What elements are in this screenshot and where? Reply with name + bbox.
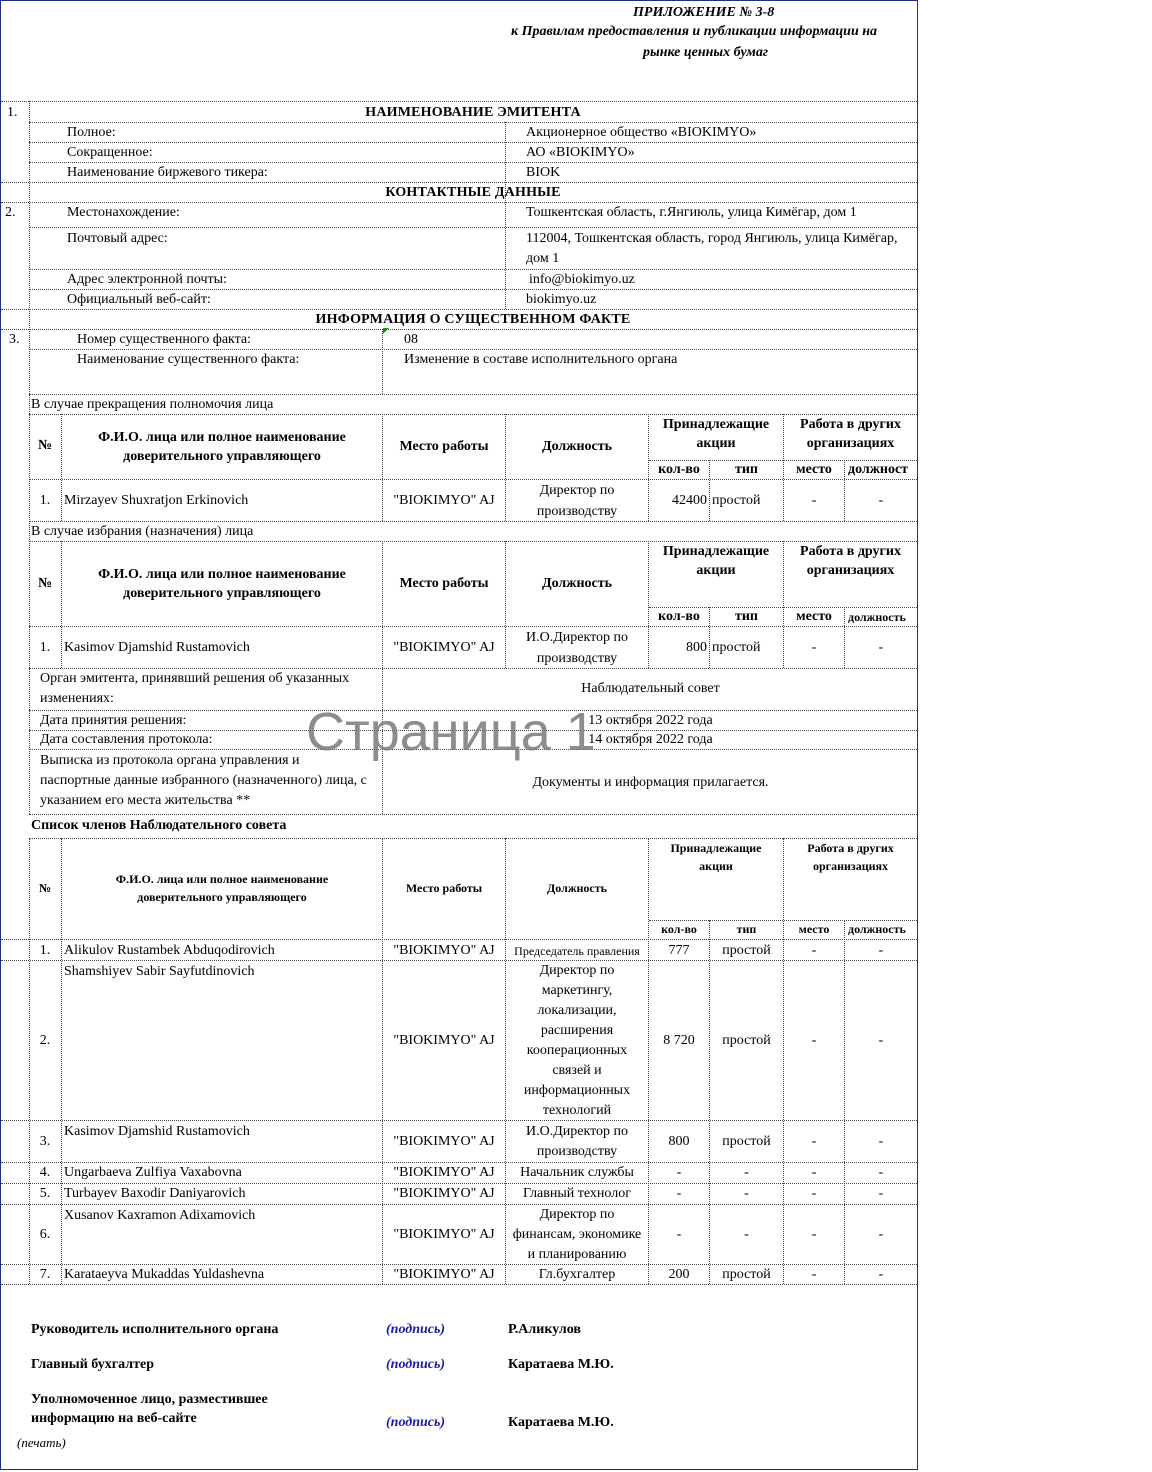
- board-caption: Список членов Наблюдательного совета: [31, 818, 287, 833]
- election-caption: В случае избрания (назначения) лица: [31, 524, 254, 539]
- protocol-date-value: 14 октября 2022 года: [588, 732, 713, 747]
- authorized-label-2: информацию на веб-сайте: [31, 1411, 197, 1426]
- full-name-label: Полное:: [67, 125, 116, 140]
- col-place-header: место: [798, 922, 830, 936]
- table-row-position-2: производству: [536, 504, 618, 519]
- short-name-value: АО «BIOKIMYO»: [526, 145, 635, 160]
- table-row-name: Turbayev Baxodir Daniyarovich: [64, 1186, 246, 1201]
- table-row-qty: 200: [668, 1267, 690, 1282]
- authorized-name: Каратаева М.Ю.: [508, 1415, 614, 1430]
- table-row-type: простой: [712, 493, 761, 508]
- table-row-post: -: [878, 1165, 884, 1180]
- table-row-num: 1.: [39, 640, 51, 655]
- col-post-header: должность: [848, 922, 906, 936]
- col-post-header: должность: [848, 610, 906, 624]
- protocol-date-label: Дата составления протокола:: [40, 732, 213, 747]
- col-place-header: место: [796, 609, 832, 624]
- table-row-place: -: [811, 1165, 817, 1180]
- table-row-num: 2.: [39, 1033, 51, 1048]
- table-row-type: -: [744, 1227, 749, 1242]
- appendix-title: ПРИЛОЖЕНИЕ № 3-8: [633, 5, 775, 20]
- table-row-num: 4.: [39, 1165, 51, 1180]
- website-label: Официальный веб-сайт:: [67, 292, 211, 307]
- table-row-position-3: и планированию: [527, 1247, 627, 1262]
- table-row-workplace: "BIOKIMYO" AJ: [393, 1033, 495, 1048]
- table-row-position-5: кооперационных: [526, 1043, 628, 1058]
- table-row-place: -: [811, 943, 817, 958]
- table-row-qty: -: [676, 1186, 682, 1201]
- appendix-subtitle-1: к Правилам предоставления и публикации информации на: [511, 24, 878, 39]
- email-label: Адрес электронной почты:: [67, 272, 227, 287]
- table-row-post: -: [878, 640, 884, 655]
- table-row-position: Главный технолог: [523, 1186, 631, 1201]
- head-name: Р.Аликулов: [508, 1322, 581, 1337]
- table-row-name: Mirzayev Shuxratjon Erkinovich: [64, 493, 249, 508]
- appendix-subtitle-2: рынке ценных бумаг: [643, 45, 769, 60]
- table-row-type: простой: [722, 1134, 771, 1149]
- col-workplace-header: Место работы: [399, 576, 489, 591]
- table-row-post: -: [878, 943, 884, 958]
- table-row-type: -: [744, 1186, 749, 1201]
- organ-value: Наблюдательный совет: [581, 681, 720, 696]
- termination-caption: В случае прекращения полномочия лица: [31, 397, 274, 412]
- table-row-position: Начальник службы: [520, 1165, 634, 1180]
- col-other-header-2: организациях: [806, 563, 895, 578]
- table-row-num: 6.: [39, 1227, 51, 1242]
- table-row-qty: -: [676, 1227, 682, 1242]
- col-qty-header: кол-во: [658, 609, 700, 624]
- section-number-3: 3.: [9, 332, 20, 347]
- table-row-type: простой: [712, 640, 761, 655]
- table-row-position-1: Директор по: [539, 483, 615, 498]
- col-place-header: место: [796, 462, 832, 477]
- col-other-header-1: Работа в других: [800, 417, 901, 432]
- table-row-num: 1.: [39, 943, 51, 958]
- organ-label-1: Орган эмитента, принявший решения об указанных: [40, 671, 350, 686]
- table-row-name: Ungarbaeva Zulfiya Vaxabovna: [64, 1165, 242, 1180]
- section-title-fact: ИНФОРМАЦИЯ О СУЩЕСТВЕННОМ ФАКТЕ: [315, 312, 631, 327]
- table-row-name: Shamshiyev Sabir Sayfutdinovich: [64, 964, 255, 979]
- comment-marker: [383, 328, 389, 334]
- col-name-header-1: Ф.И.О. лица или полное наименование: [115, 872, 329, 886]
- table-row-position-7: информационных: [523, 1083, 631, 1098]
- col-qty-header: кол-во: [661, 922, 697, 936]
- col-workplace-header: Место работы: [405, 881, 483, 895]
- table-row-num: 7.: [39, 1267, 51, 1282]
- col-shares-header-1: Принадлежащие: [662, 417, 770, 432]
- col-num-header: №: [37, 438, 53, 453]
- ticker-label: Наименование биржевого тикера:: [67, 165, 268, 180]
- postal-value-line1: 112004, Тошкентская область, город Янгиюль, улица Кимёгар,: [526, 231, 898, 246]
- table-row-num: 5.: [39, 1186, 51, 1201]
- table-row-qty: 8 720: [663, 1033, 695, 1048]
- col-shares-header-2: акции: [696, 563, 736, 578]
- table-row-position: Гл.бухгалтер: [538, 1267, 616, 1282]
- table-row-num: 1.: [39, 493, 51, 508]
- col-position-header: Должность: [541, 439, 612, 454]
- table-row-name: Kasimov Djamshid Rustamovich: [64, 1124, 250, 1139]
- table-row-name: Xusanov Kaxramon Adixamovich: [64, 1208, 256, 1223]
- table-row-qty: 777: [668, 943, 690, 958]
- col-other-header-2: организациях: [812, 859, 889, 873]
- col-name-header-2: доверительного управляющего: [123, 449, 321, 464]
- short-name-label: Сокращенное:: [67, 145, 153, 160]
- table-row-post: -: [878, 1033, 884, 1048]
- postal-label: Почтовый адрес:: [67, 231, 168, 246]
- decision-date-value: 13 октября 2022 года: [588, 713, 713, 728]
- location-label: Местонахождение:: [67, 205, 180, 220]
- col-shares-header-2: акции: [699, 859, 733, 873]
- table-row-post: -: [878, 1186, 884, 1201]
- organ-label-2: изменениях:: [40, 691, 114, 706]
- col-position-header: Должность: [546, 881, 607, 895]
- section-number-1: 1.: [7, 105, 18, 120]
- table-row-workplace: "BIOKIMYO" AJ: [393, 493, 495, 508]
- table-row-place: -: [811, 493, 817, 508]
- table-row-place: -: [811, 640, 817, 655]
- extract-label-2: паспортные данные избранного (назначенного) лица, с: [40, 773, 367, 788]
- table-row-name: Alikulov Rustambek Abduqodirovich: [64, 943, 275, 958]
- col-num-header: №: [38, 881, 52, 895]
- extract-label-3: указанием его места жительства **: [40, 793, 251, 808]
- col-name-header-2: доверительного управляющего: [137, 890, 307, 904]
- table-row-qty: 42400: [672, 493, 707, 508]
- col-shares-header-2: акции: [696, 436, 736, 451]
- col-position-header: Должность: [541, 576, 612, 591]
- table-row-place: -: [811, 1134, 817, 1149]
- table-row-qty: 800: [668, 1134, 690, 1149]
- col-post-header: должност: [848, 462, 909, 477]
- table-row-workplace: "BIOKIMYO" AJ: [393, 1134, 495, 1149]
- section-title-issuer: НАИМЕНОВАНИЕ ЭМИТЕНТА: [365, 105, 581, 120]
- extract-label-1: Выписка из протокола органа управления и: [40, 753, 300, 768]
- col-num-header: №: [37, 576, 53, 591]
- table-row-position-1: И.О.Директор по: [525, 630, 629, 645]
- table-row-post: -: [878, 1267, 884, 1282]
- table-row-type: простой: [722, 1033, 771, 1048]
- fact-number-label: Номер существенного факта:: [77, 332, 252, 347]
- table-row-workplace: "BIOKIMYO" AJ: [393, 1165, 495, 1180]
- table-row-position-1: Директор по: [539, 963, 615, 978]
- table-row-position-8: технологий: [542, 1103, 612, 1118]
- table-row-post: -: [878, 493, 884, 508]
- col-name-header-2: доверительного управляющего: [123, 586, 321, 601]
- table-row-position-2: производству: [536, 1144, 618, 1159]
- table-row-position-2: финансам, экономике: [512, 1227, 642, 1242]
- table-row-workplace: "BIOKIMYO" AJ: [393, 943, 495, 958]
- fact-name-value: Изменение в составе исполнительного органа: [404, 352, 678, 367]
- extract-value: Документы и информация прилагается.: [532, 775, 769, 790]
- col-type-header: тип: [734, 462, 758, 477]
- authorized-label-1: Уполномоченное лицо, разместившее: [31, 1392, 268, 1407]
- fact-number-value: 08: [404, 332, 418, 347]
- table-row-position-2: маркетингу,: [541, 983, 613, 998]
- table-row-workplace: "BIOKIMYO" AJ: [393, 1267, 495, 1282]
- table-row-position-1: Директор по: [539, 1207, 615, 1222]
- col-name-header-1: Ф.И.О. лица или полное наименование: [98, 430, 346, 445]
- col-other-header-1: Работа в других: [800, 544, 901, 559]
- table-row-workplace: "BIOKIMYO" AJ: [393, 1186, 495, 1201]
- col-workplace-header: Место работы: [399, 439, 489, 454]
- table-row-place: -: [811, 1033, 817, 1048]
- section-number-2: 2.: [5, 205, 16, 220]
- table-row-qty: -: [676, 1165, 682, 1180]
- table-row-num: 3.: [39, 1134, 51, 1149]
- ticker-value: BIOK: [526, 165, 561, 180]
- table-row-post: -: [878, 1134, 884, 1149]
- col-type-header: тип: [736, 922, 757, 936]
- table-row-position-6: связей и: [552, 1063, 602, 1078]
- accountant-label: Главный бухгалтер: [31, 1357, 154, 1372]
- fact-name-label: Наименование существенного факта:: [77, 352, 300, 367]
- table-row-place: -: [811, 1227, 817, 1242]
- website-value: biokimyo.uz: [526, 292, 597, 307]
- col-qty-header: кол-во: [658, 462, 700, 477]
- postal-value-line2: дом 1: [526, 251, 560, 266]
- section-title-contacts: КОНТАКТНЫЕ ДАННЫЕ: [385, 185, 561, 200]
- location-value: Тошкентская область, г.Янгиюль, улица Кимёгар, дом 1: [526, 205, 857, 220]
- table-row-qty: 800: [686, 640, 707, 655]
- decision-date-label: Дата принятия решения:: [40, 713, 187, 728]
- accountant-name: Каратаева М.Ю.: [508, 1357, 614, 1372]
- table-row-place: -: [811, 1186, 817, 1201]
- table-row-position-4: расширения: [540, 1023, 614, 1038]
- head-signature: (подпись): [386, 1322, 446, 1337]
- head-label: Руководитель исполнительного органа: [31, 1322, 279, 1337]
- email-value: info@biokimyo.uz: [529, 272, 635, 287]
- authorized-signature: (подпись): [386, 1415, 446, 1430]
- full-name-value: Акционерное общество «BIOKIMYO»: [526, 125, 757, 140]
- accountant-signature: (подпись): [386, 1357, 446, 1372]
- stamp-label: (печать): [17, 1435, 66, 1450]
- col-type-header: тип: [734, 609, 758, 624]
- table-row-type: простой: [722, 943, 771, 958]
- table-row-position-1: И.О.Директор по: [525, 1124, 629, 1139]
- page-watermark: Страница 1: [306, 702, 596, 762]
- table-row-position-3: локализации,: [537, 1003, 617, 1018]
- table-row-name: Karataeyva Mukaddas Yuldashevna: [64, 1267, 265, 1282]
- col-other-header-1: Работа в других: [807, 841, 894, 855]
- table-row-workplace: "BIOKIMYO" AJ: [393, 1227, 495, 1242]
- table-row-position-2: производству: [536, 651, 618, 666]
- col-name-header-1: Ф.И.О. лица или полное наименование: [98, 567, 346, 582]
- table-row-name: Kasimov Djamshid Rustamovich: [64, 640, 250, 655]
- table-row-post: -: [878, 1227, 884, 1242]
- col-shares-header-1: Принадлежащие: [662, 544, 770, 559]
- col-other-header-2: организациях: [806, 436, 895, 451]
- table-row-place: -: [811, 1267, 817, 1282]
- table-row-position: Председатель правления: [514, 944, 640, 958]
- col-shares-header-1: Принадлежащие: [670, 841, 762, 855]
- table-row-type: простой: [722, 1267, 771, 1282]
- table-row-type: -: [744, 1165, 749, 1180]
- table-row-workplace: "BIOKIMYO" AJ: [393, 640, 495, 655]
